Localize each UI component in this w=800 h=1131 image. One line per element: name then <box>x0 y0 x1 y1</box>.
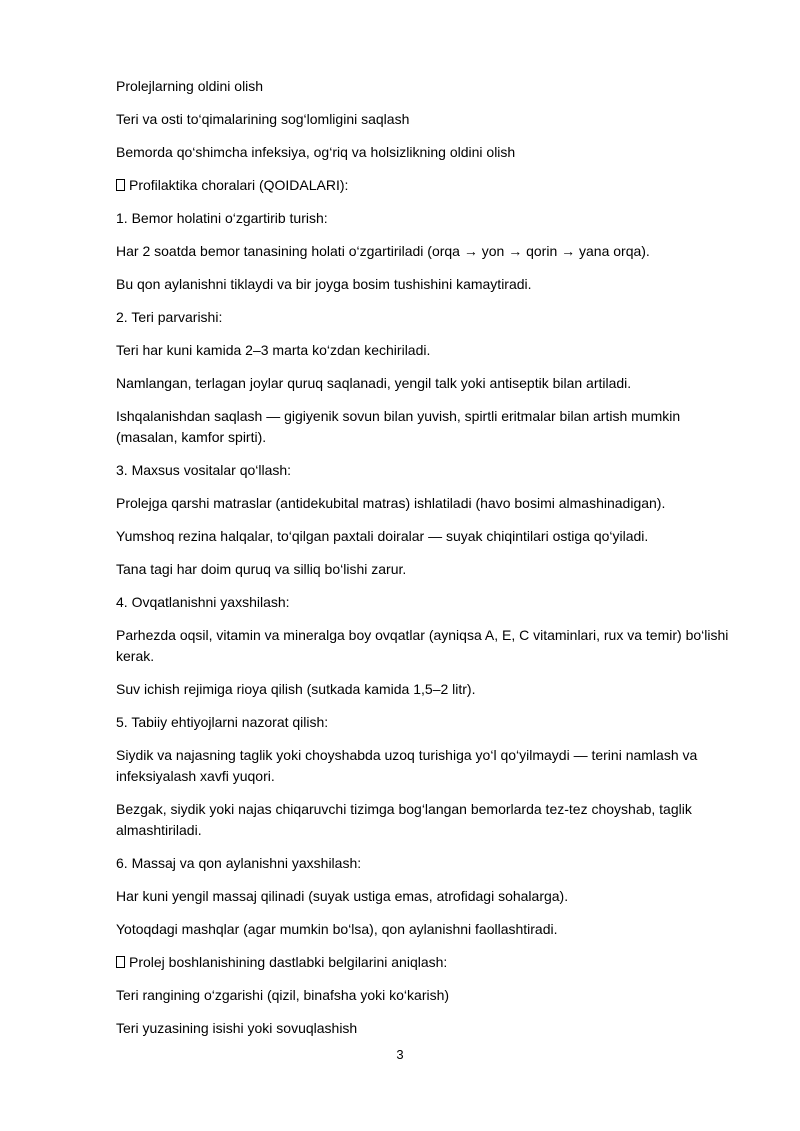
paragraph-2: Teri va osti to‘qimalarining sog‘lomligini saqlash <box>116 111 410 127</box>
paragraph-14: Yumshoq rezina halqalar, to‘qilgan paxtali doiralar — suyak chiqintilari ostiga qo‘yiladi. <box>116 528 649 544</box>
paragraph-21: Bezgak, siydik yoki najas chiqaruvchi tizimga bog‘langan bemorlarda tez-tez choyshab, taglik almashtiriladi. <box>116 801 692 838</box>
paragraph-24: Yotoqdagi mashqlar (agar mumkin bo‘lsa), qon aylanishni faollashtiradi. <box>116 921 558 937</box>
paragraph-17: Parhezda oqsil, vitamin va mineralga boy ovqatlar (ayniqsa A, E, C vitaminlari, rux va temir) bo‘lishi kerak. <box>116 627 729 664</box>
section-heading-belgilar: Prolej boshlanishining dastlabki belgilarini aniqlash: <box>116 952 736 973</box>
paragraph-6: Har 2 soatda bemor tanasining holati o‘zgartiriladi (orqa → yon → qorin → yana orqa). <box>116 243 650 259</box>
missing-glyph-icon <box>116 956 125 968</box>
paragraph-9: Teri har kuni kamida 2–3 marta ko‘zdan kechiriladi. <box>116 342 431 358</box>
page-number: 3 <box>396 1047 404 1062</box>
paragraph-10: Namlangan, terlagan joylar quruq saqlanadi, yengil talk yoki antiseptik bilan artiladi. <box>116 375 632 391</box>
paragraph-11: Ishqalanishdan saqlash — gigiyenik sovun bilan yuvish, spirtli eritmalar bilan artish mumkin (masalan, kamfor spirti). <box>116 408 681 445</box>
section-heading-profilaktika: Profilaktika choralari (QOIDALARI): <box>116 175 736 196</box>
paragraph-26: Teri rangining o‘zgarishi (qizil, binafsha yoki ko‘karish) <box>116 987 450 1003</box>
paragraph-3: Bemorda qo‘shimcha infeksiya, og‘riq va holsizlikning oldini olish <box>116 144 516 160</box>
paragraph-27: Teri yuzasining isishi yoki sovuqlashish <box>116 1020 358 1036</box>
missing-glyph-icon <box>116 179 125 191</box>
paragraph-16: 4. Ovqatlanishni yaxshilash: <box>116 594 290 610</box>
paragraph-1: Prolejlarning oldini olish <box>116 78 264 94</box>
paragraph-5: 1. Bemor holatini o‘zgartirib turish: <box>116 210 328 226</box>
paragraph-23: Har kuni yengil massaj qilinadi (suyak ustiga emas, atrofidagi sohalarga). <box>116 888 569 904</box>
paragraph-15: Tana tagi har doim quruq va silliq bo‘lishi zarur. <box>116 561 407 577</box>
paragraph-13: Prolejga qarshi matraslar (antidekubital matras) ishlatiladi (havo bosimi almashinadigan). <box>116 495 666 511</box>
paragraph-20: Siydik va najasning taglik yoki choyshabda uzoq turishiga yo‘l qo‘yilmaydi — terini namlash va infeksiyalash xavfi yuqori. <box>116 747 698 784</box>
paragraph-7: Bu qon aylanishni tiklaydi va bir joyga bosim tushishini kamaytiradi. <box>116 276 532 292</box>
paragraph-19: 5. Tabiiy ehtiyojlarni nazorat qilish: <box>116 714 329 730</box>
paragraph-12: 3. Maxsus vositalar qo‘llash: <box>116 462 292 478</box>
paragraph-22: 6. Massaj va qon aylanishni yaxshilash: <box>116 855 362 871</box>
paragraph-18: Suv ichish rejimiga rioya qilish (sutkada kamida 1,5–2 litr). <box>116 681 476 697</box>
page-content <box>116 76 736 1051</box>
paragraph-8: 2. Teri parvarishi: <box>116 309 223 325</box>
